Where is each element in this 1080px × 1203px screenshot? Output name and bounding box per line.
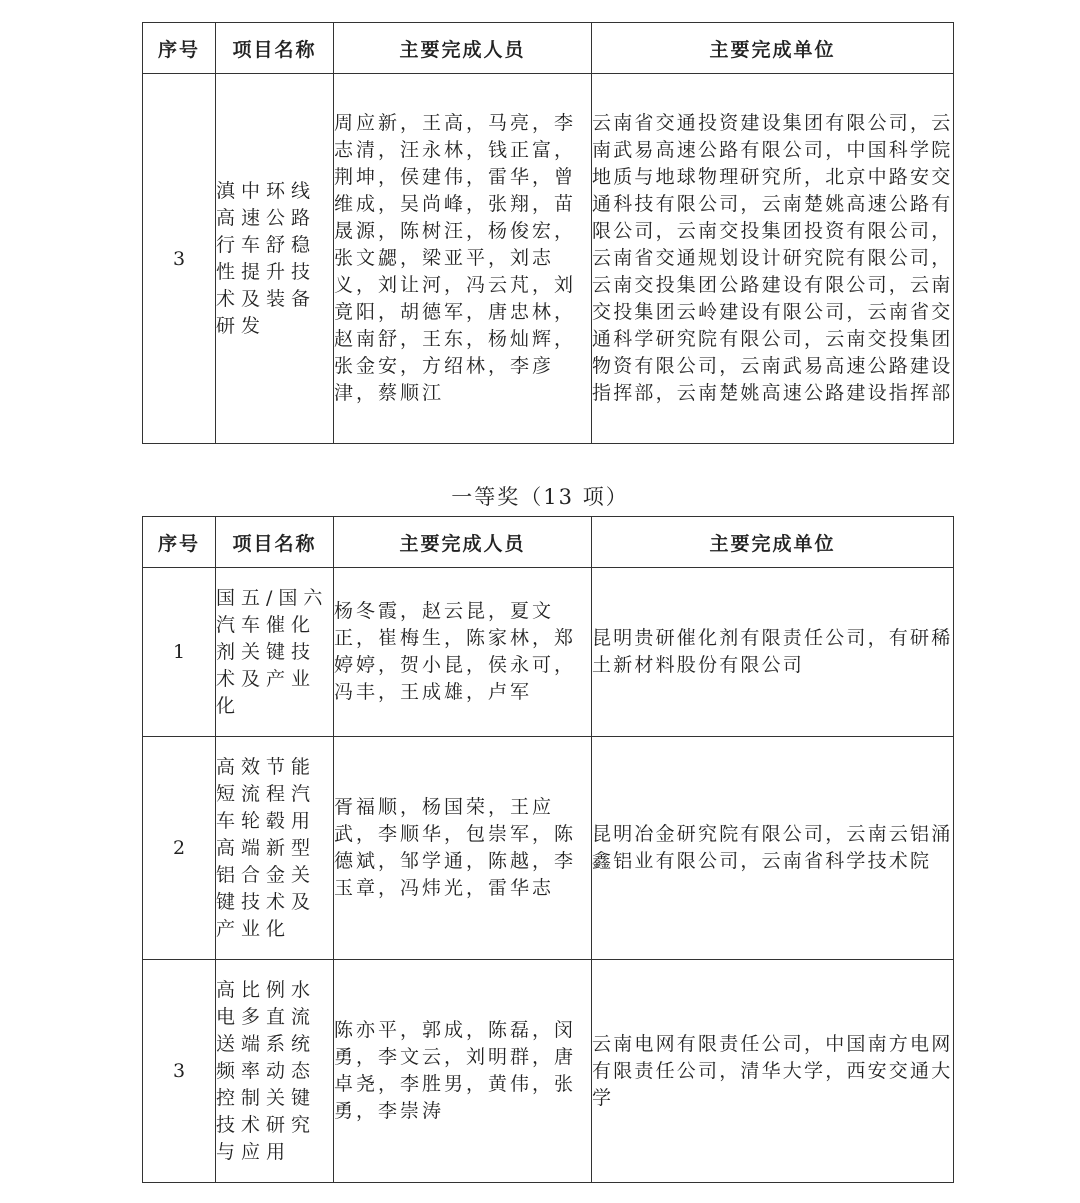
serial-number-cell: 3 — [143, 74, 216, 444]
table-header-row — [143, 23, 954, 74]
project-name-cell: 滇中环线高速公路行车舒稳性提升技术及装备研发 — [216, 74, 334, 444]
table-row — [143, 568, 954, 737]
serial-number-cell: 1 — [143, 568, 216, 737]
header-project-name: 项目名称 — [216, 517, 334, 568]
continued-award-table — [142, 22, 954, 444]
contributors-cell: 杨冬霞，赵云昆，夏文正，崔梅生，陈家林，郑婷婷，贺小昆，侯永可，冯丰，王成雄，卢军 — [334, 568, 592, 737]
project-name-cell: 国五/国六汽车催化剂关键技术及产业化 — [216, 568, 334, 737]
project-name-cell: 高效节能短流程汽车轮毂用高端新型铝合金关键技术及产业化 — [216, 737, 334, 960]
contributors-cell: 胥福顺，杨国荣，王应武，李顺华，包崇军，陈德斌，邹学通，陈越，李玉章，冯炜光，雷华志 — [334, 737, 592, 960]
table-row — [143, 960, 954, 1183]
serial-number-cell: 3 — [143, 960, 216, 1183]
units-cell: 云南省交通投资建设集团有限公司，云南武易高速公路有限公司，中国科学院地质与地球物理研究所，北京中路安交通科技有限公司，云南楚姚高速公路有限公司，云南交投集团投资有限公司，云南省交通规划设计研究院有限公司，云南交投集团公路建设有限公司，云南交投集团云岭建设有限公司，云南省交通科学研究院有限公司，云南交投集团物资有限公司，云南武易高速公路建设指挥部，云南楚姚高速公路建设指挥部 — [592, 74, 954, 444]
header-serial-number: 序号 — [143, 517, 216, 568]
header-main-units: 主要完成单位 — [592, 23, 954, 74]
header-main-contributors: 主要完成人员 — [334, 23, 592, 74]
project-name-cell: 高比例水电多直流送端系统频率动态控制关键技术研究与应用 — [216, 960, 334, 1183]
header-main-contributors: 主要完成人员 — [334, 517, 592, 568]
header-project-name: 项目名称 — [216, 23, 334, 74]
table-row — [143, 737, 954, 960]
table-row — [143, 74, 954, 444]
table-header-row — [143, 517, 954, 568]
serial-number-cell: 2 — [143, 737, 216, 960]
contributors-cell: 周应新，王高，马亮，李志清，汪永林，钱正富，荆坤，侯建伟，雷华，曾维成，吴尚峰，张翔，苗晟源，陈树汪，杨俊宏，张文勰，梁亚平，刘志义，刘让河，冯云芃，刘竟阳，胡德军，唐忠林，赵南舒，王东，杨灿辉，张金安，方绍林，李彦津，蔡顺江 — [334, 74, 592, 444]
header-serial-number: 序号 — [143, 23, 216, 74]
first-prize-section-title: 一等奖（13 项） — [451, 485, 629, 509]
units-cell: 昆明贵研催化剂有限责任公司，有研稀土新材料股份有限公司 — [592, 568, 954, 737]
units-cell: 昆明冶金研究院有限公司，云南云铝涌鑫铝业有限公司，云南省科学技术院 — [592, 737, 954, 960]
contributors-cell: 陈亦平，郭成，陈磊，闵勇，李文云，刘明群，唐卓尧，李胜男，黄伟，张勇，李崇涛 — [334, 960, 592, 1183]
units-cell: 云南电网有限责任公司，中国南方电网有限责任公司，清华大学，西安交通大学 — [592, 960, 954, 1183]
first-prize-table — [142, 516, 954, 1183]
header-main-units: 主要完成单位 — [592, 517, 954, 568]
